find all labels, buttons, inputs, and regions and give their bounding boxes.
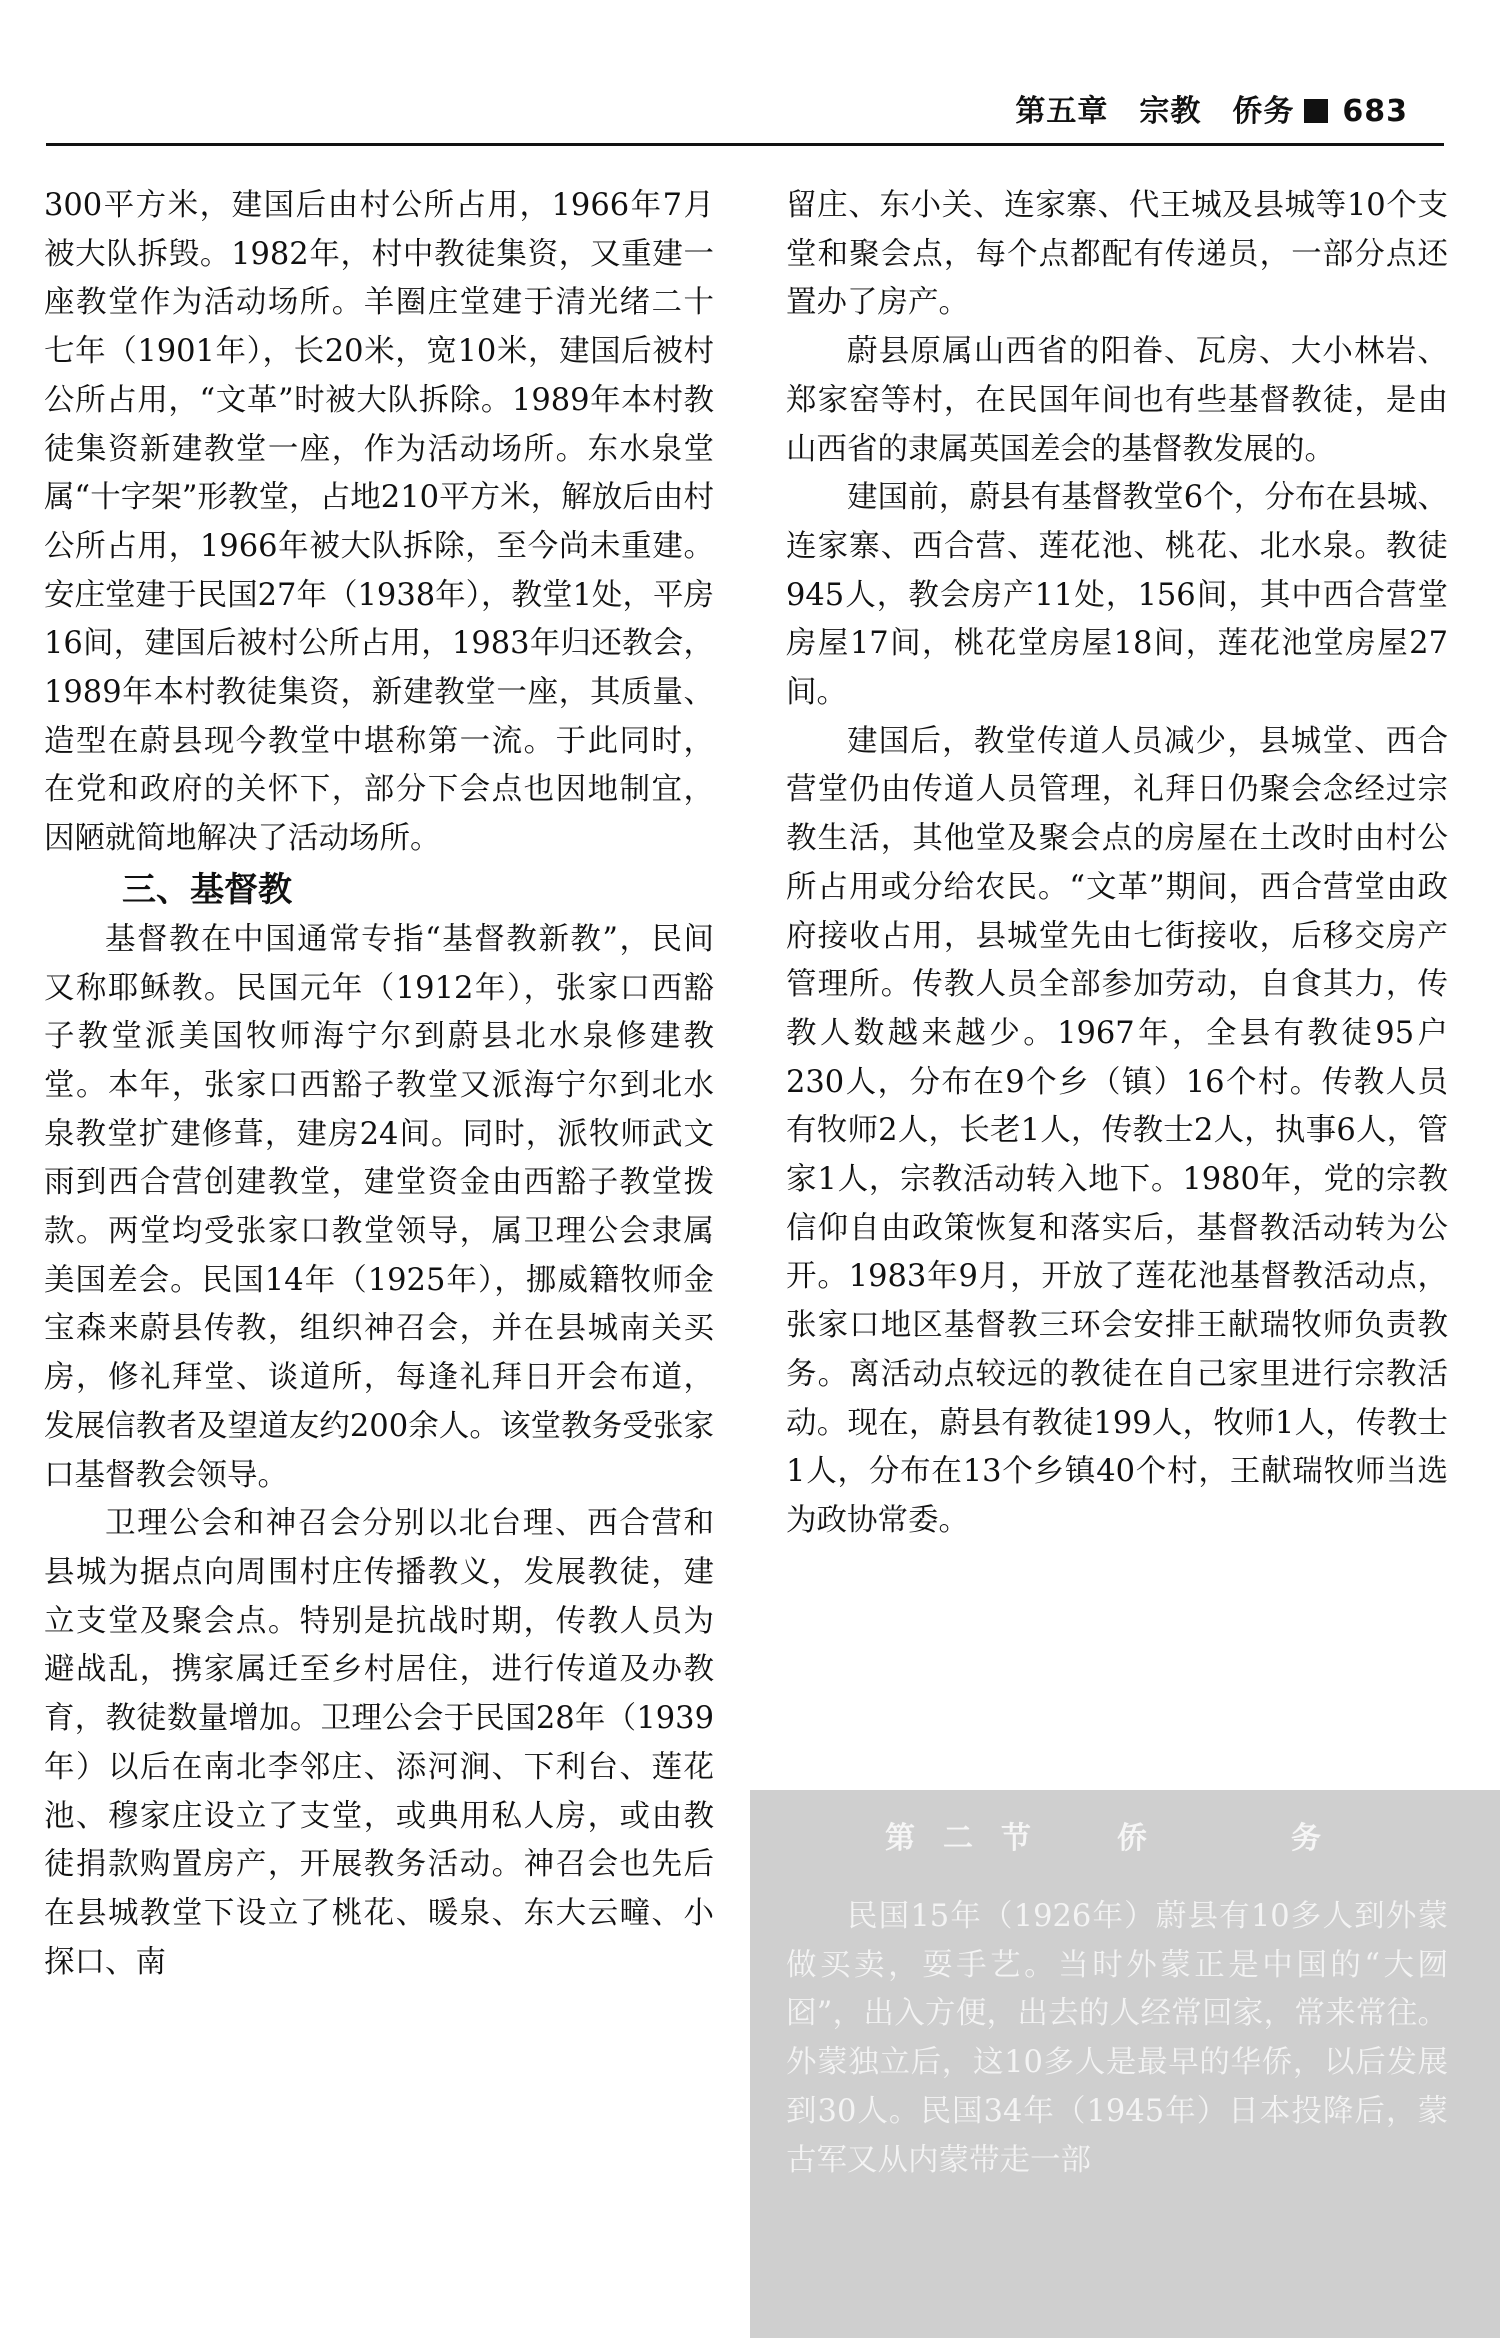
paragraph: 民国15年（1926年）蔚县有10多人到外蒙做买卖，耍手艺。当时外蒙正是中国的“大囫囵”，出入方便，出去的人经常回家，常来常往。外蒙独立后，这10多人是最早的华侨，以后发展到30人。民国34年（1945年）日本投降后，蒙古军又从内蒙带走一部 [786,1899,1448,2178]
paragraph: 蔚县原属山西省的阳眷、瓦房、大小林岩、郑家窑等村，在民国年间也有些基督教徒，是由山西省的隶属英国差会的基督教发展的。 [786,334,1448,467]
paragraph: 建国前，蔚县有基督教堂6个，分布在县城、连家寨、西合营、莲花池、桃花、北水泉。教徒945人，教会房产11处，156间，其中西合营堂房屋17间，桃花堂房屋18间，莲花池堂房屋27间。 [786,480,1448,711]
right-column [786,182,1448,1546]
running-head [0,86,1408,130]
header-rule [46,143,1444,146]
left-column [44,182,714,1987]
paragraph: 卫理公会和神召会分别以北台理、西合营和县城为据点向周围村庄传播教义，发展教徒，建立支堂及聚会点。特别是抗战时期，传教人员为避战乱，携家属迁至乡村居住，进行传道及办教育，教徒数量增加。卫理公会于民国28年（1939年）以后在南北李邻庄、添河涧、下利台、莲花池、穆家庄设立了支堂，或典用私人房，或由教徒捐款购置房产，开展教务活动。神召会也先后在县城教堂下设立了桃花、暖泉、东大云疃、小探口、南 [44,1506,714,1980]
paragraph: 留庄、东小关、连家寨、代王城及县城等10个支堂和聚会点，每个点都配有传递员，一部分点还置办了房产。 [786,188,1448,321]
square-bullet-icon [1304,99,1328,123]
section-title: 三、基督教 [122,869,292,910]
paragraph: 300平方米，建国后由村公所占用，1966年7月被大队拆毁。1982年，村中教徒集资，又重建一座教堂作为活动场所。羊圈庄堂建于清光绪二十七年（1901年），长20米，宽10米，建国后被村公所占用，“文革”时被大队拆除。1989年本村教徒集资新建教堂一座，作为活动场所。东水泉堂属“十字架”形教堂，占地210平方米，解放后由村公所占用，1966年被大队拆除，至今尚未重建。安庄堂建于民国27年（1938年），教堂1处，平房16间，建国后被村公所占用，1983年归还教会，1989年本村教徒集资，新建教堂一座，其质量、造型在蔚县现今教堂中堪称第一流。于此同时，在党和政府的关怀下，部分下会点也因地制宜，因陋就简地解决了活动场所。 [44,188,714,857]
paragraph: 建国后，教堂传道人员减少，县城堂、西合营堂仍由传道人员管理，礼拜日仍聚会念经过宗教生活，其他堂及聚会点的房屋在土改时由村公所占用或分给农民。“文革”期间，西合营堂由政府接收占用，县城堂先由七街接收，后移交房产管理所。传教人员全部参加劳动，自食其力，传教人数越来越少。1967年，全县有教徒95户230人，分布在9个乡（镇）16个村。传教人员有牧师2人，长老1人，传教士2人，执事6人，管家1人，宗教活动转入地下。1980年，党的宗教信仰自由政策恢复和落实后，基督教活动转为公开。1983年9月，开放了莲花池基督教活动点，张家口地区基督教三环会安排王献瑞牧师负责教务。离活动点较远的教徒在自己家里进行宗教活动。现在，蔚县有教徒199人，牧师1人，传教士1人，分布在13个乡镇40个村，王献瑞牧师当选为政协常委。 [786,723,1448,1538]
section2-title: 第二节 侨 务 [885,1821,1349,1856]
paragraph: 基督教在中国通常专指“基督教新教”，民间又称耶稣教。民国元年（1912年），张家口西豁子教堂派美国牧师海宁尔到蔚县北水泉修建教堂。本年，张家口西豁子教堂又派海宁尔到北水泉教堂扩建修葺，建房24间。同时，派牧师武文雨到西合营创建教堂，建堂资金由西豁子教堂拨款。两堂均受张家口教堂领导，属卫理公会隶属美国差会。民国14年（1925年），挪威籍牧师金宝森来蔚县传教，组织神召会，并在县城南关买房，修礼拜堂、谈道所，每逢礼拜日开会布道，发展信教者及望道友约200余人。该堂教务受张家口基督教会领导。 [44,921,714,1493]
page-number: 683 [1342,94,1408,129]
overseas-affairs-section [786,1795,1448,2185]
chapter-title: 第五章 宗教 侨务 [1015,94,1295,129]
